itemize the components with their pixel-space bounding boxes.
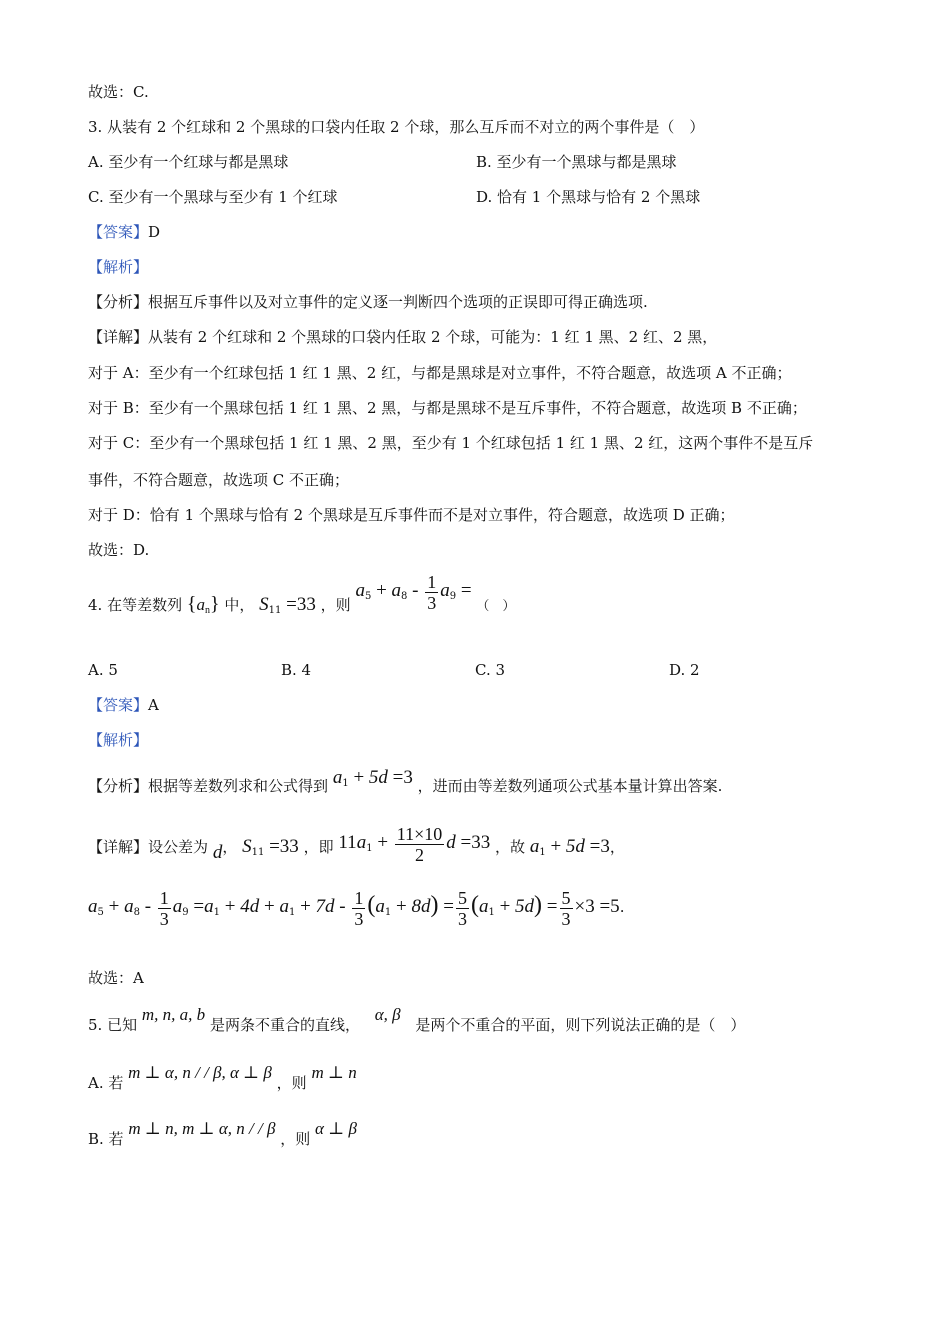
q3-option-a: A. 至少有一个红球与都是黑球: [88, 153, 289, 171]
xiangjie-text: 设公差为: [148, 838, 209, 856]
fraction-five-thirds: $\frac{5}{3}$: [457, 887, 467, 929]
xiangjie-tag: 【详解】: [88, 328, 149, 346]
q4-computation: $a_5 + a_8$ - $\frac{1}{3}$ $a_9 =a_1 + 4d + a_1 + 7d$ - $\frac{1}{3}$ $(a_1 + 8d)$ = $\frac{5}{3}$ $(a_1 + 5d)$ = $\frac{5}{3}$ ×3 =5.: [88, 887, 625, 929]
s11-eq-33: $S_{11} =33$: [242, 836, 299, 858]
xiangjie-text: ，故: [495, 838, 526, 856]
sum-formula: $11a_1$ + $\frac{11\times 10}{2}$ d =33: [338, 823, 491, 865]
q4-option-d: D. 2: [669, 661, 700, 679]
q3-option-b: B. 至少有一个黑球与都是黑球: [476, 153, 677, 171]
q4-fenxi: [88, 768, 722, 810]
question-3-stem: 3. 从装有 2 个红球和 2 个黑球的口袋内任取 2 个球，那么互斥而不对立的两个事件是（ ）: [88, 118, 705, 136]
answer-value: A: [148, 696, 159, 714]
analysis-tag: 【解析】: [88, 731, 149, 749]
fraction-110-over-2: $\frac{11\times 10}{2}$: [396, 823, 443, 865]
q5-option-a: [88, 1058, 357, 1108]
q5a-conclusion: m ⊥ n: [311, 1063, 357, 1082]
xiangjie-text: ，: [609, 838, 625, 856]
q5-stem-text: 5. 已知: [88, 1016, 138, 1034]
q5-option-b: [88, 1114, 357, 1164]
q5-option-text: ，则: [280, 1130, 311, 1148]
fenxi-text: 根据等差数列求和公式得到: [148, 777, 329, 795]
q5-stem-text: 是两条不重合的直线，: [209, 1016, 360, 1034]
q3-xiangjie: [88, 327, 717, 347]
q4-option-a: A. 5: [88, 661, 118, 679]
q4-conclusion: 故选：A: [88, 969, 144, 987]
fraction-one-third: $\frac{1}{3}$: [427, 571, 437, 613]
text-line: 故选：C.: [88, 83, 149, 101]
answer-tag: 【答案】: [88, 696, 149, 714]
q3-fenxi: [88, 292, 648, 312]
q5a-condition: m ⊥ α, n / / β, α ⊥ β: [128, 1063, 272, 1082]
question-4-stem: [88, 571, 516, 641]
fenxi-tag: 【分析】: [88, 777, 149, 795]
sequence-an: $\{a_n\}$: [186, 593, 220, 616]
fraction-one-third: $\frac{1}{3}$: [354, 887, 364, 929]
q3-answer: [88, 222, 160, 242]
q3-option-c: C. 至少有一个黑球与至少有 1 个红球: [88, 188, 338, 206]
q4-option-b: B. 4: [281, 661, 312, 679]
fenxi-text: ，进而由等差数列通项公式基本量计算出答案.: [417, 777, 723, 795]
q5-option-text: A. 若: [88, 1074, 124, 1092]
fenxi-tag: 【分析】: [88, 293, 149, 311]
lines-mnab: m, n, a, b: [141, 1005, 206, 1024]
question-5-stem: [88, 1000, 745, 1050]
q3-detail-d: 对于 D：恰有 1 个黑球与恰有 2 个黑球是互斥事件而不是对立事件，符合题意，故选项 D 正确；: [88, 506, 735, 524]
q4-xiangjie: [88, 822, 625, 878]
q5-option-text: B. 若: [88, 1130, 124, 1148]
q4-option-c: C. 3: [475, 661, 506, 679]
q4-stem-text: 4. 在等差数列: [88, 596, 183, 614]
formula-a1-5d-3: $a_1 + 5d =3$: [332, 767, 413, 789]
q3-detail-c1: 对于 C：至少有一个黑球包括 1 红 1 黑、2 黑，至少有 1 个红球包括 1 红 1 黑、2 红，这两个事件不是互斥: [88, 434, 814, 452]
q5b-condition: m ⊥ n, m ⊥ α, n / / β: [128, 1119, 276, 1138]
q4-target-expression: $a_5 + a_8$ - $\frac{1}{3}$ $a_9$ =: [355, 571, 472, 613]
q5-stem-text: 是两个不重合的平面，则下列说法正确的是（ ）: [415, 1016, 746, 1034]
q3-conclusion: 故选：D.: [88, 541, 150, 559]
answer-tag: 【答案】: [88, 223, 149, 241]
s11-eq-33: $S_{11} =33$: [259, 594, 316, 616]
fenxi-text: 根据互斥事件以及对立事件的定义逐一判断四个选项的正误即可得正确选项.: [148, 293, 648, 311]
analysis-tag: 【解析】: [88, 258, 149, 276]
planes-alpha-beta: α, β: [374, 1005, 401, 1024]
fraction-five-thirds: $\frac{5}{3}$: [561, 887, 571, 929]
q4-stem-text: （ ）: [476, 599, 516, 614]
q4-answer: [88, 695, 159, 715]
xiangjie-tag: 【详解】: [88, 838, 149, 856]
q4-analysis-tag: [88, 730, 148, 750]
q3-option-d: D. 恰有 1 个黑球与恰有 2 个黑球: [476, 188, 701, 206]
fraction-one-third: $\frac{1}{3}$: [159, 887, 169, 929]
q5b-conclusion: α ⊥ β: [315, 1119, 357, 1138]
q4-stem-text: ，则: [320, 596, 351, 614]
xiangjie-text: ，: [222, 838, 238, 856]
q3-analysis-tag: [88, 257, 148, 277]
formula-a1-5d-3: $a_1 + 5d =3$: [529, 836, 610, 858]
common-difference-d: d: [212, 842, 223, 863]
xiangjie-text: ，即: [303, 838, 334, 856]
q4-stem-text: 中，: [224, 596, 255, 614]
q3-detail-a: 对于 A：至少有一个红球包括 1 红 1 黑、2 红，与都是黑球是对立事件，不符合题意，故选项 A 不正确；: [88, 364, 792, 382]
q3-detail-b: 对于 B：至少有一个黑球包括 1 红 1 黑、2 黑，与都是黑球不是互斥事件，不符合题意，故选项 B 不正确；: [88, 399, 807, 417]
q5-option-text: ，则: [276, 1074, 307, 1092]
answer-value: D: [148, 223, 161, 241]
xiangjie-text: 从装有 2 个红球和 2 个黑球的口袋内任取 2 个球，可能为：1 红 1 黑、2 红、2 黑，: [148, 328, 718, 346]
q3-detail-c2: 事件，不符合题意，故选项 C 不正确；: [88, 471, 350, 489]
